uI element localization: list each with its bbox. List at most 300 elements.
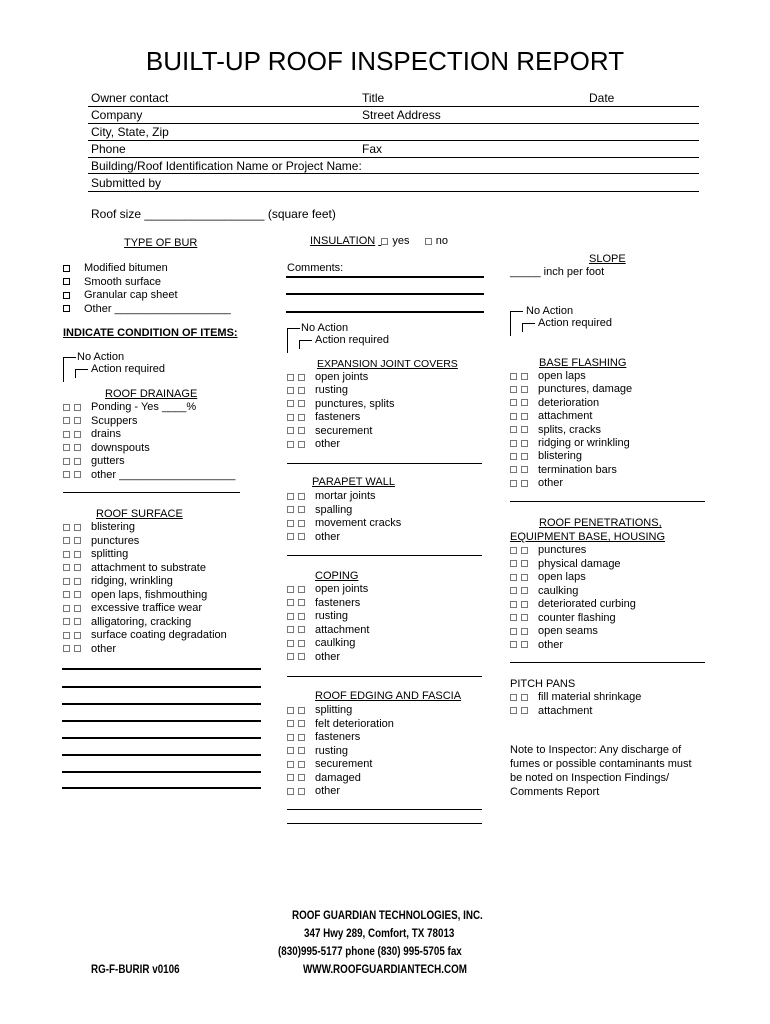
penetrations-line[interactable] xyxy=(510,662,705,663)
penetration-item-label: open laps xyxy=(538,571,586,583)
surface-item-no-action-checkbox[interactable] xyxy=(63,591,70,598)
expansion-item-label: fasteners xyxy=(315,411,361,424)
parapet-item-label: mortar joints xyxy=(315,490,376,502)
surface-item-row xyxy=(63,535,139,548)
drainage-item-action-required-checkbox[interactable] xyxy=(74,458,81,465)
penetration-item-no-action-checkbox[interactable] xyxy=(510,641,517,648)
penetration-item-row xyxy=(510,639,563,652)
surface-item-row xyxy=(63,629,227,642)
surface-item-no-action-checkbox[interactable] xyxy=(63,537,70,544)
base-item-no-action-checkbox[interactable] xyxy=(510,386,517,393)
pitch-item-no-action-checkbox[interactable] xyxy=(510,707,517,714)
surface-item-no-action-checkbox[interactable] xyxy=(63,578,70,585)
pitch-item-action-required-checkbox[interactable] xyxy=(521,694,528,701)
base-item-label: deterioration xyxy=(538,396,600,409)
coping-item-row xyxy=(287,597,360,610)
penetration-item-no-action-checkbox[interactable] xyxy=(510,587,517,594)
coping-item-label: attachment xyxy=(315,623,370,636)
surface-item-action-required-checkbox[interactable] xyxy=(74,537,81,544)
expansion-item-row xyxy=(287,438,340,451)
edging-item-label: fasteners xyxy=(315,731,361,743)
legend-left-no-action: No Action xyxy=(77,351,125,363)
edging-item-label: felt deterioration xyxy=(315,717,394,730)
building-line[interactable] xyxy=(88,173,699,174)
edging-line-2[interactable] xyxy=(287,823,482,824)
pitch-pans-heading: PITCH PANS xyxy=(510,678,576,690)
edging-item-label: splitting xyxy=(315,704,353,716)
coping-item-action-required-checkbox[interactable] xyxy=(298,640,305,647)
coping-item-action-required-checkbox[interactable] xyxy=(298,626,305,633)
surface-item-action-required-checkbox[interactable] xyxy=(74,524,81,531)
penetration-item-row xyxy=(510,598,636,611)
drainage-item-row xyxy=(63,415,137,428)
legend-left-inner xyxy=(75,369,88,378)
expansion-item-row xyxy=(287,398,394,411)
surface-item-label: punctures xyxy=(91,534,140,547)
legend-mid-action: Action required xyxy=(315,334,389,346)
base-item-no-action-checkbox[interactable] xyxy=(510,440,517,447)
insulation-yes-checkbox[interactable] xyxy=(381,238,388,245)
surface-item-label: splitting xyxy=(91,548,129,560)
base-item-row xyxy=(510,450,582,463)
penetration-item-label: physical damage xyxy=(538,557,621,570)
edging-item-row xyxy=(287,745,348,758)
edging-item-no-action-checkbox[interactable] xyxy=(287,707,294,714)
submitted-line[interactable] xyxy=(88,191,699,192)
surface-item-label: open laps, fishmouthing xyxy=(91,588,208,601)
edging-item-no-action-checkbox[interactable] xyxy=(287,774,294,781)
coping-item-label: other xyxy=(315,650,341,663)
penetration-item-action-required-checkbox[interactable] xyxy=(521,601,528,608)
base-item-row xyxy=(510,397,599,410)
drainage-item-row xyxy=(63,469,235,482)
parapet-item-action-required-checkbox[interactable] xyxy=(298,520,305,527)
expansion-item-row xyxy=(287,425,372,438)
surface-item-no-action-checkbox[interactable] xyxy=(63,564,70,571)
coping-item-no-action-checkbox[interactable] xyxy=(287,613,294,620)
bur-item-row xyxy=(63,262,168,275)
base-item-action-required-checkbox[interactable] xyxy=(521,386,528,393)
base-item-row xyxy=(510,464,617,477)
edging-item-action-required-checkbox[interactable] xyxy=(298,788,305,795)
surface-item-row xyxy=(63,602,202,615)
footer-phones: (830)995-5177 phone (830) 995-5705 fax xyxy=(278,944,462,958)
surface-item-label: other xyxy=(91,642,117,655)
insulation-yes-label: yes xyxy=(392,235,410,247)
base-item-no-action-checkbox[interactable] xyxy=(510,466,517,473)
penetration-item-action-required-checkbox[interactable] xyxy=(521,560,528,567)
penetration-item-row xyxy=(510,612,616,625)
edging-item-action-required-checkbox[interactable] xyxy=(298,734,305,741)
base-item-action-required-checkbox[interactable] xyxy=(521,399,528,406)
surface-item-no-action-checkbox[interactable] xyxy=(63,645,70,652)
bur-item-checkbox[interactable] xyxy=(63,265,70,272)
city-label: City, State, Zip xyxy=(91,125,169,139)
penetration-item-label: caulking xyxy=(538,584,579,597)
legend-left-action: Action required xyxy=(91,363,165,375)
slope-heading: SLOPE xyxy=(589,253,626,265)
coping-item-no-action-checkbox[interactable] xyxy=(287,599,294,606)
phone-label: Phone xyxy=(91,142,126,156)
expansion-heading: EXPANSION JOINT COVERS xyxy=(317,358,458,370)
expansion-item-action-required-checkbox[interactable] xyxy=(298,427,305,434)
submitted-label: Submitted by xyxy=(91,176,162,190)
surface-line-7[interactable] xyxy=(62,771,261,773)
edging-line-1[interactable] xyxy=(287,809,482,810)
penetration-item-row xyxy=(510,544,586,557)
surface-line-3[interactable] xyxy=(62,703,261,705)
edging-item-no-action-checkbox[interactable] xyxy=(287,761,294,768)
surface-item-row xyxy=(63,521,135,534)
parapet-item-no-action-checkbox[interactable] xyxy=(287,533,294,540)
parapet-item-label: other xyxy=(315,530,341,543)
expansion-item-no-action-checkbox[interactable] xyxy=(287,387,294,394)
coping-item-row xyxy=(287,637,355,650)
surface-item-action-required-checkbox[interactable] xyxy=(74,578,81,585)
parapet-item-label: spalling xyxy=(315,503,353,516)
surface-item-label: excessive traffice wear xyxy=(91,602,203,614)
base-item-no-action-checkbox[interactable] xyxy=(510,480,517,487)
edging-item-row xyxy=(287,718,394,731)
parapet-heading: PARAPET WALL xyxy=(312,476,395,488)
company-label: Company xyxy=(91,108,143,122)
drainage-item-no-action-checkbox[interactable] xyxy=(63,417,70,424)
roof-surface-heading: ROOF SURFACE xyxy=(96,508,183,520)
expansion-item-label: punctures, splits xyxy=(315,397,395,410)
expansion-item-no-action-checkbox[interactable] xyxy=(287,441,294,448)
drainage-item-no-action-checkbox[interactable] xyxy=(63,458,70,465)
parapet-line[interactable] xyxy=(287,555,482,556)
bur-item-row xyxy=(63,276,161,289)
surface-line-2[interactable] xyxy=(62,686,261,688)
penetration-item-action-required-checkbox[interactable] xyxy=(521,574,528,581)
penetrations-heading-1: ROOF PENETRATIONS, xyxy=(539,517,662,529)
penetration-item-row xyxy=(510,558,621,571)
drainage-item-action-required-checkbox[interactable] xyxy=(74,471,81,478)
pitch-item-row xyxy=(510,705,592,718)
expansion-line[interactable] xyxy=(287,463,482,464)
comments-line-2[interactable] xyxy=(286,293,484,295)
coping-item-no-action-checkbox[interactable] xyxy=(287,626,294,633)
base-item-label: blistering xyxy=(538,450,583,463)
penetration-item-no-action-checkbox[interactable] xyxy=(510,547,517,554)
surface-item-action-required-checkbox[interactable] xyxy=(74,632,81,639)
surface-item-no-action-checkbox[interactable] xyxy=(63,618,70,625)
edging-item-label: rusting xyxy=(315,744,349,757)
drainage-item-label: Scuppers xyxy=(91,414,138,427)
edging-item-no-action-checkbox[interactable] xyxy=(287,720,294,727)
bur-heading: TYPE OF BUR xyxy=(124,237,198,249)
edging-item-action-required-checkbox[interactable] xyxy=(298,720,305,727)
form-id: RG-F-BURIR v0106 xyxy=(91,962,180,976)
surface-item-label: alligatoring, cracking xyxy=(91,615,192,628)
coping-item-no-action-checkbox[interactable] xyxy=(287,586,294,593)
bur-item-checkbox[interactable] xyxy=(63,305,70,312)
base-item-label: splits, cracks xyxy=(538,423,601,436)
base-item-action-required-checkbox[interactable] xyxy=(521,440,528,447)
drainage-item-row xyxy=(63,401,196,414)
title-label: Title xyxy=(362,91,385,105)
base-item-row xyxy=(510,383,632,396)
penetration-item-action-required-checkbox[interactable] xyxy=(521,641,528,648)
coping-line[interactable] xyxy=(287,676,482,677)
penetration-item-no-action-checkbox[interactable] xyxy=(510,614,517,621)
edging-item-row xyxy=(287,704,352,717)
bur-item-row xyxy=(63,303,231,316)
base-item-no-action-checkbox[interactable] xyxy=(510,426,517,433)
surface-item-label: attachment to substrate xyxy=(91,561,206,574)
base-item-row xyxy=(510,424,601,437)
edging-item-row xyxy=(287,785,340,798)
surface-item-no-action-checkbox[interactable] xyxy=(63,605,70,612)
edging-item-label: securement xyxy=(315,758,373,770)
coping-item-row xyxy=(287,583,368,596)
parapet-item-row xyxy=(287,490,376,503)
drainage-item-action-required-checkbox[interactable] xyxy=(74,417,81,424)
penetrations-heading-2: EQUIPMENT BASE, HOUSING xyxy=(510,531,666,543)
coping-item-action-required-checkbox[interactable] xyxy=(298,653,305,660)
footer-web: WWW.ROOFGUARDIANTECH.COM xyxy=(303,962,467,976)
bur-item-checkbox[interactable] xyxy=(63,278,70,285)
expansion-item-row xyxy=(287,384,348,397)
edging-item-action-required-checkbox[interactable] xyxy=(298,761,305,768)
base-item-label: open laps xyxy=(538,370,586,382)
insulation-no-checkbox[interactable] xyxy=(425,238,432,245)
base-item-row xyxy=(510,437,630,450)
coping-item-action-required-checkbox[interactable] xyxy=(298,599,305,606)
base-line[interactable] xyxy=(510,501,705,502)
pitch-item-label: attachment xyxy=(538,704,593,717)
slope-field[interactable]: _____ inch per foot xyxy=(510,266,605,278)
penetration-item-action-required-checkbox[interactable] xyxy=(521,614,528,621)
edging-item-label: other xyxy=(315,785,341,797)
coping-item-row xyxy=(287,651,340,664)
penetration-item-no-action-checkbox[interactable] xyxy=(510,601,517,608)
surface-item-action-required-checkbox[interactable] xyxy=(74,564,81,571)
edging-item-action-required-checkbox[interactable] xyxy=(298,747,305,754)
drainage-item-no-action-checkbox[interactable] xyxy=(63,444,70,451)
surface-line-8[interactable] xyxy=(62,787,261,789)
edging-item-label: damaged xyxy=(315,771,361,784)
surface-item-row xyxy=(63,616,191,629)
owner-line[interactable] xyxy=(88,106,699,107)
expansion-item-action-required-checkbox[interactable] xyxy=(298,387,305,394)
drainage-item-no-action-checkbox[interactable] xyxy=(63,404,70,411)
surface-item-row xyxy=(63,643,116,656)
base-item-action-required-checkbox[interactable] xyxy=(521,413,528,420)
expansion-item-no-action-checkbox[interactable] xyxy=(287,414,294,421)
comments-label: Comments: xyxy=(287,262,344,274)
surface-line-1[interactable] xyxy=(62,668,261,670)
phone-line[interactable] xyxy=(88,157,699,158)
surface-item-row xyxy=(63,575,173,588)
street-label: Street Address xyxy=(362,108,441,122)
surface-item-no-action-checkbox[interactable] xyxy=(63,524,70,531)
legend-right-no-action: No Action xyxy=(526,305,574,317)
drainage-item-label: gutters xyxy=(91,455,125,467)
comments-line-1[interactable] xyxy=(286,276,484,278)
base-item-label: termination bars xyxy=(538,463,617,476)
base-item-row xyxy=(510,477,563,490)
insulation-label: INSULATION xyxy=(310,235,376,247)
surface-line-6[interactable] xyxy=(62,754,261,756)
base-item-action-required-checkbox[interactable] xyxy=(521,426,528,433)
parapet-item-row xyxy=(287,504,352,517)
footer-company: ROOF GUARDIAN TECHNOLOGIES, INC. xyxy=(292,908,483,922)
base-item-no-action-checkbox[interactable] xyxy=(510,413,517,420)
expansion-item-action-required-checkbox[interactable] xyxy=(298,441,305,448)
edging-item-row xyxy=(287,758,372,771)
surface-item-action-required-checkbox[interactable] xyxy=(74,645,81,652)
base-item-row xyxy=(510,370,586,383)
base-item-label: punctures, damage xyxy=(538,383,633,396)
pitch-item-row xyxy=(510,691,641,704)
comments-line-3[interactable] xyxy=(286,311,484,313)
pitch-item-action-required-checkbox[interactable] xyxy=(521,707,528,714)
surface-item-row xyxy=(63,548,128,561)
parapet-item-no-action-checkbox[interactable] xyxy=(287,506,294,513)
base-item-action-required-checkbox[interactable] xyxy=(521,453,528,460)
coping-item-label: rusting xyxy=(315,610,349,622)
coping-item-action-required-checkbox[interactable] xyxy=(298,613,305,620)
fax-label: Fax xyxy=(362,142,383,156)
edging-item-no-action-checkbox[interactable] xyxy=(287,747,294,754)
penetration-item-row xyxy=(510,585,578,598)
legend-mid-inner xyxy=(299,340,312,349)
coping-item-no-action-checkbox[interactable] xyxy=(287,653,294,660)
edging-item-action-required-checkbox[interactable] xyxy=(298,774,305,781)
penetration-item-action-required-checkbox[interactable] xyxy=(521,587,528,594)
legend-right-action: Action required xyxy=(538,317,612,329)
parapet-item-no-action-checkbox[interactable] xyxy=(287,520,294,527)
drainage-item-action-required-checkbox[interactable] xyxy=(74,431,81,438)
edging-item-no-action-checkbox[interactable] xyxy=(287,734,294,741)
drainage-item-no-action-checkbox[interactable] xyxy=(63,471,70,478)
expansion-item-action-required-checkbox[interactable] xyxy=(298,374,305,381)
roof-drainage-heading: ROOF DRAINAGE xyxy=(105,388,198,400)
condition-heading: INDICATE CONDITION OF ITEMS: xyxy=(63,327,238,339)
bur-item-row xyxy=(63,289,178,302)
drainage-item-no-action-checkbox[interactable] xyxy=(63,431,70,438)
bur-item-label: Other ___________________ xyxy=(84,302,231,315)
base-item-no-action-checkbox[interactable] xyxy=(510,453,517,460)
parapet-item-no-action-checkbox[interactable] xyxy=(287,493,294,500)
base-flashing-heading: BASE FLASHING xyxy=(539,357,627,369)
expansion-item-label: open joints xyxy=(315,371,369,383)
parapet-item-action-required-checkbox[interactable] xyxy=(298,533,305,540)
surface-line-5[interactable] xyxy=(62,737,261,739)
penetration-item-action-required-checkbox[interactable] xyxy=(521,628,528,635)
base-item-action-required-checkbox[interactable] xyxy=(521,480,528,487)
coping-item-no-action-checkbox[interactable] xyxy=(287,640,294,647)
bur-item-checkbox[interactable] xyxy=(63,292,70,299)
edging-heading: ROOF EDGING AND FASCIA xyxy=(315,690,462,702)
pitch-item-no-action-checkbox[interactable] xyxy=(510,694,517,701)
surface-item-action-required-checkbox[interactable] xyxy=(74,551,81,558)
penetration-item-label: punctures xyxy=(538,544,587,556)
base-item-no-action-checkbox[interactable] xyxy=(510,373,517,380)
surface-line-4[interactable] xyxy=(62,720,261,722)
bur-item-label: Granular cap sheet xyxy=(84,289,178,301)
surface-item-row xyxy=(63,562,206,575)
edging-item-action-required-checkbox[interactable] xyxy=(298,707,305,714)
coping-item-action-required-checkbox[interactable] xyxy=(298,586,305,593)
city-line[interactable] xyxy=(88,140,699,141)
surface-item-action-required-checkbox[interactable] xyxy=(74,605,81,612)
drainage-extra-line[interactable] xyxy=(63,492,240,493)
legend-mid-no-action: No Action xyxy=(301,322,349,334)
roof-size-field[interactable]: Roof size __________________ (square feet) xyxy=(91,207,336,221)
surface-item-no-action-checkbox[interactable] xyxy=(63,551,70,558)
penetration-item-no-action-checkbox[interactable] xyxy=(510,560,517,567)
expansion-item-no-action-checkbox[interactable] xyxy=(287,427,294,434)
drainage-item-row xyxy=(63,455,125,468)
penetration-item-action-required-checkbox[interactable] xyxy=(521,547,528,554)
bur-item-label: Modified bitumen xyxy=(84,262,168,274)
coping-item-label: fasteners xyxy=(315,596,361,609)
base-item-no-action-checkbox[interactable] xyxy=(510,399,517,406)
drainage-item-label: other ___________________ xyxy=(91,468,236,481)
coping-item-row xyxy=(287,624,369,637)
base-item-action-required-checkbox[interactable] xyxy=(521,466,528,473)
note-line: be noted on Inspection Findings/ xyxy=(510,772,670,784)
penetration-item-label: other xyxy=(538,638,564,651)
expansion-item-label: securement xyxy=(315,424,373,437)
legend-right-inner xyxy=(522,323,535,332)
drainage-item-label: downspouts xyxy=(91,441,150,454)
base-item-action-required-checkbox[interactable] xyxy=(521,373,528,380)
drainage-item-label: Ponding - Yes ____% xyxy=(91,401,197,413)
company-line[interactable] xyxy=(88,123,699,124)
base-item-label: attachment xyxy=(538,410,593,423)
expansion-item-action-required-checkbox[interactable] xyxy=(298,414,305,421)
drainage-item-action-required-checkbox[interactable] xyxy=(74,404,81,411)
coping-item-label: open joints xyxy=(315,583,369,595)
parapet-item-label: movement cracks xyxy=(315,517,402,529)
surface-item-action-required-checkbox[interactable] xyxy=(74,591,81,598)
drainage-item-label: drains xyxy=(91,428,121,440)
surface-item-row xyxy=(63,589,207,602)
penetration-item-no-action-checkbox[interactable] xyxy=(510,628,517,635)
surface-item-action-required-checkbox[interactable] xyxy=(74,618,81,625)
surface-item-label: blistering xyxy=(91,521,136,533)
owner-contact-label: Owner contact xyxy=(91,91,169,105)
expansion-item-action-required-checkbox[interactable] xyxy=(298,400,305,407)
edging-item-row xyxy=(287,772,361,785)
building-label: Building/Roof Identification Name or Project Name: xyxy=(91,159,362,173)
expansion-item-label: rusting xyxy=(315,384,349,397)
surface-item-no-action-checkbox[interactable] xyxy=(63,632,70,639)
parapet-item-action-required-checkbox[interactable] xyxy=(298,506,305,513)
insulation-row xyxy=(310,235,448,248)
note-line: fumes or possible contaminants must xyxy=(510,758,692,770)
parapet-item-action-required-checkbox[interactable] xyxy=(298,493,305,500)
surface-item-label: ridging, wrinkling xyxy=(91,575,173,587)
expansion-item-row xyxy=(287,371,368,384)
penetration-item-label: open seams xyxy=(538,625,598,637)
note-line: Note to Inspector: Any discharge of xyxy=(510,744,682,756)
penetration-item-row xyxy=(510,625,598,638)
expansion-item-no-action-checkbox[interactable] xyxy=(287,400,294,407)
base-item-label: other xyxy=(538,477,564,490)
edging-item-no-action-checkbox[interactable] xyxy=(287,788,294,795)
base-item-label: ridging or wrinkling xyxy=(538,437,630,449)
drainage-item-action-required-checkbox[interactable] xyxy=(74,444,81,451)
bur-item-label: Smooth surface xyxy=(84,275,162,288)
coping-heading: COPING xyxy=(315,570,359,582)
penetration-item-no-action-checkbox[interactable] xyxy=(510,574,517,581)
expansion-item-no-action-checkbox[interactable] xyxy=(287,374,294,381)
